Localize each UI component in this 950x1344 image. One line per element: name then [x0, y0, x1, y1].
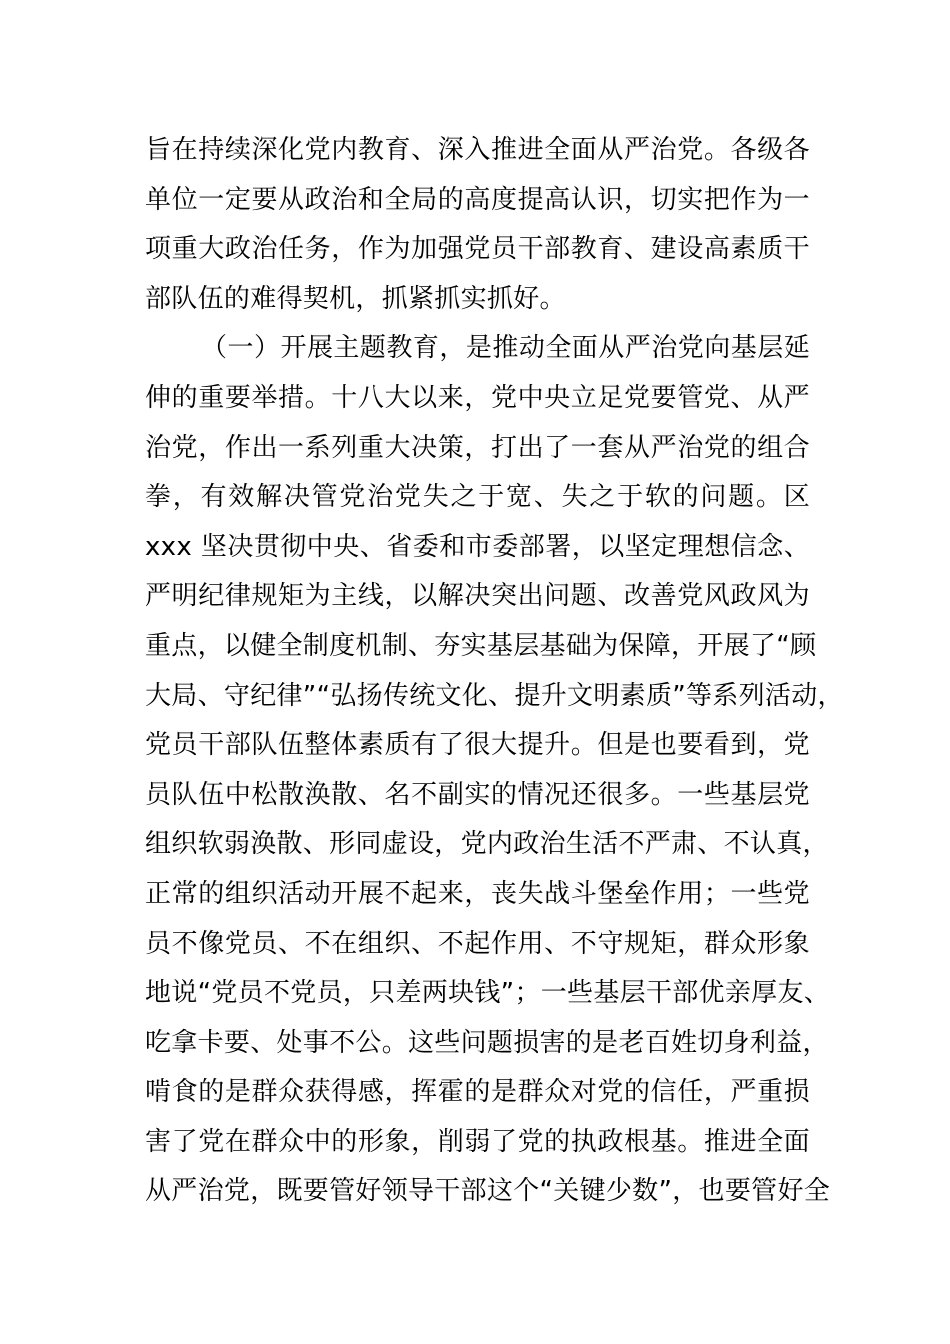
text-line: 伸的重要举措。十八大以来，党中央立足党要管党、从严 [145, 382, 810, 413]
section-heading-line: （一）开展主题教育，是推动全面从严治党向基层延 [201, 333, 810, 364]
text-line: 党员干部队伍整体素质有了很大提升。但是也要看到，党 [145, 730, 810, 761]
text-line: 部队伍的难得契机，抓紧抓实抓好。 [145, 283, 566, 314]
text-line: 害了党在群众中的形象，削弱了党的执政根基。推进全面 [145, 1126, 810, 1157]
text-line: xxx 坚决贯彻中央、省委和市委部署，以坚定理想信念、 [145, 531, 810, 562]
text-line: 项重大政治任务，作为加强党员干部教育、建设高素质干 [145, 234, 810, 265]
text-line: 组织软弱涣散、形同虚设，党内政治生活不严肃、不认真， [145, 829, 829, 860]
text-line: 重点，以健全制度机制、夯实基层基础为保障，开展了“顾 [145, 630, 817, 661]
text-line: 大局、守纪律”“弘扬传统文化、提升文明素质”等系列活动， [145, 680, 844, 711]
body-text [145, 126, 844, 1217]
text-line: 员不像党员、不在组织、不起作用、不守规矩，群众形象 [145, 928, 810, 959]
text-line: 拳，有效解决管党治党失之于宽、失之于软的问题。区 [145, 482, 810, 513]
text-line: 从严治党，既要管好领导干部这个“关键少数”，也要管好全 [145, 1176, 831, 1207]
text-line: 严明纪律规矩为主线，以解决突出问题、改善党风政风为 [145, 581, 810, 612]
text-line: 吃拿卡要、处事不公。这些问题损害的是老百姓切身利益， [145, 1027, 829, 1058]
text-line: 旨在持续深化党内教育、深入推进全面从严治党。各级各 [145, 135, 810, 165]
text-line: 啃食的是群众获得感，挥霍的是群众对党的信任，严重损 [145, 1077, 810, 1108]
text-line: 正常的组织活动开展不起来，丧失战斗堡垒作用；一些党 [145, 878, 810, 909]
text-line: 地说“党员不党员，只差两块钱”；一些基层干部优亲厚友、 [145, 978, 831, 1009]
text-line: 治党，作出一系列重大决策，打出了一套从严治党的组合 [145, 432, 810, 463]
text-line: 单位一定要从政治和全局的高度提高认识，切实把作为一 [145, 184, 810, 215]
text-line: 员队伍中松散涣散、名不副实的情况还很多。一些基层党 [145, 779, 810, 810]
